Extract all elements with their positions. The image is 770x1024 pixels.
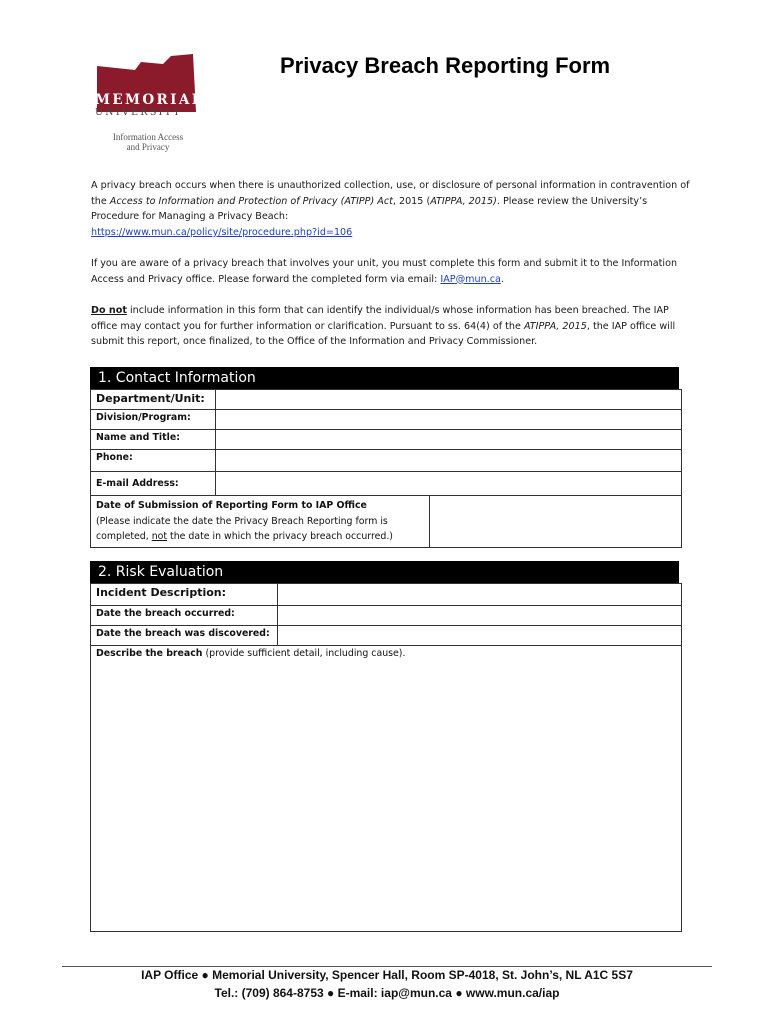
logo-subtitle-line1: Information Access <box>112 132 184 142</box>
iap-email-link[interactable]: IAP@mun.ca <box>440 273 501 285</box>
phone-label: Phone: <box>91 450 216 472</box>
intro-paragraph-2 <box>91 256 691 287</box>
submission-date-note: (Please indicate the date the Privacy Breach Reporting form is completed, <box>96 515 388 542</box>
intro-text: . Please review the University’s Procedure for Managing a Privacy Beach: <box>91 195 648 223</box>
section-heading-label: 2. Risk Evaluation <box>98 564 224 580</box>
logo-subtitle <box>98 132 198 152</box>
procedure-link[interactable]: https://www.mun.ca/policy/site/procedure.php?id=106 <box>91 226 353 238</box>
describe-breach-area[interactable] <box>91 646 682 932</box>
footer-contact: Tel.: (709) 864-8753 ● E-mail: iap@mun.ca ● www.mun.ca/iap <box>214 986 560 1000</box>
do-not-emphasis: Do not <box>91 305 127 316</box>
department-label: Department/Unit: <box>91 390 216 410</box>
not-emphasis: not <box>151 531 168 542</box>
submission-date-field[interactable] <box>430 496 682 548</box>
section-heading-label: 1. Contact Information <box>98 370 256 386</box>
submission-date-title: Date of Submission of Reporting Form to IAP Office <box>96 500 367 511</box>
logo-word-university: UNIVERSITY <box>95 107 182 118</box>
name-title-label: Name and Title: <box>91 430 216 450</box>
division-field[interactable] <box>216 410 682 430</box>
intro-text: . <box>500 273 504 285</box>
memorial-university-logo <box>93 52 203 157</box>
atippa-abbrev: ATIPPA, 2015) <box>430 195 497 207</box>
page-title: Privacy Breach Reporting Form <box>280 53 611 78</box>
footer-address: IAP Office ● Memorial University, Spencer Hall, Room SP-4018, St. John’s, NL A1C 5S7 <box>141 968 633 982</box>
email-label: E-mail Address: <box>91 472 216 496</box>
date-occurred-field[interactable] <box>278 606 682 626</box>
submission-date-note: the date in which the privacy breach occurred.) <box>167 531 393 542</box>
intro-text: , 2015 ( <box>392 195 431 207</box>
describe-breach-hint: (provide sufficient detail, including cause). <box>202 648 406 659</box>
risk-evaluation-table <box>90 583 682 932</box>
date-discovered-field[interactable] <box>278 626 682 646</box>
intro-text: include information in this form that can identify the individual/s whose information has been breached. The IAP office may contact you for further information or clarification. Pursuant to ss. 64(4) of the <box>91 305 669 332</box>
act-name: Access to Information and Protection of Privacy (ATIPP) Act <box>109 195 393 207</box>
section-heading-risk <box>90 561 679 583</box>
intro-text: A privacy breach occurs when there is unauthorized collection, use, or disclosure of personal information in contravention of the <box>91 180 690 207</box>
section-heading-contact <box>90 367 679 389</box>
incident-description-label: Incident Description: <box>91 584 278 606</box>
intro-paragraph-3 <box>91 303 691 350</box>
email-field[interactable] <box>216 472 682 496</box>
name-title-field[interactable] <box>216 430 682 450</box>
footer-divider <box>62 966 712 967</box>
intro-text: If you are aware of a privacy breach that involves your unit, you must complete this form and submit it to the Information Access and Privacy office. Please forward the completed form via email: <box>91 258 678 285</box>
phone-field[interactable] <box>216 450 682 472</box>
date-discovered-label: Date the breach was discovered: <box>91 626 278 646</box>
describe-breach-label: Describe the breach <box>96 648 203 659</box>
logo-subtitle-line2: and Privacy <box>126 142 170 152</box>
atippa-abbrev: ATIPPA, 2015 <box>523 320 587 332</box>
incident-description-field[interactable] <box>278 584 682 606</box>
submission-date-label <box>91 496 430 548</box>
date-occurred-label: Date the breach occurred: <box>91 606 278 626</box>
intro-text: , the IAP office will submit this report, once finalized, to the Office of the Information and Privacy Commissioner. <box>91 320 676 348</box>
contact-information-table <box>90 389 682 548</box>
division-label: Division/Program: <box>91 410 216 430</box>
logo-word-memorial: MEMORIAL <box>95 92 204 108</box>
department-field[interactable] <box>216 390 682 410</box>
intro-paragraph-1 <box>91 178 691 240</box>
